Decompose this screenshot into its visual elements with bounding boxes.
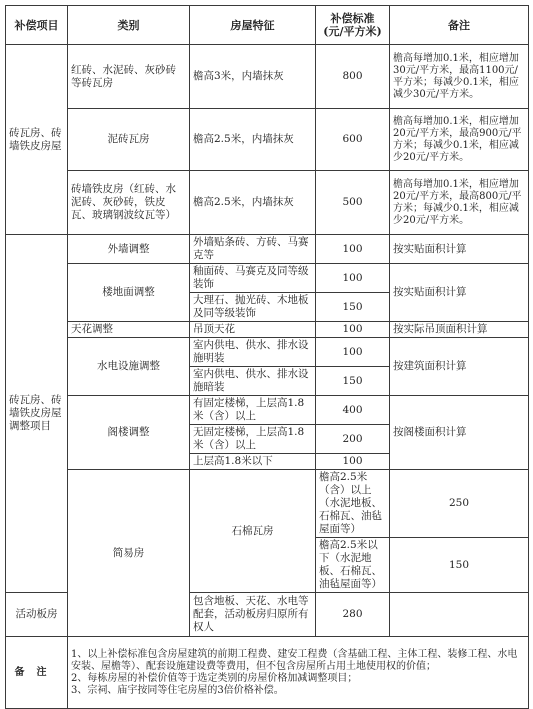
footer-row — [6, 637, 529, 709]
category-cell: 石棉瓦房 — [190, 470, 316, 593]
feature-cell: 檐高2.5米，内墙抹灰 — [190, 109, 316, 171]
table-row — [6, 470, 529, 538]
feature-cell: 大理石、抛光砖、木地板及同等级装饰 — [190, 293, 316, 322]
value-cell: 150 — [390, 538, 529, 593]
header-remark: 备注 — [390, 6, 529, 45]
value-cell: 500 — [316, 171, 390, 235]
feature-cell: 檐高3米，内墙抹灰 — [190, 45, 316, 109]
header-row — [6, 6, 529, 45]
value-cell: 100 — [316, 338, 390, 367]
feature-cell: 上层高1.8米以下 — [190, 454, 316, 470]
remark-cell: 按实贴面积计算 — [390, 235, 529, 264]
category-cell: 阁楼调整 — [68, 396, 190, 470]
table-row — [6, 109, 529, 171]
value-cell: 100 — [316, 235, 390, 264]
feature-cell: 外墙贴条砖、方砖、马赛克等 — [190, 235, 316, 264]
value-cell: 250 — [390, 470, 529, 538]
category-cell: 泥砖瓦房 — [68, 109, 190, 171]
feature-cell: 无固定楼梯，上层高1.8米（含）以上 — [190, 425, 316, 454]
footer-note: 1、以上补偿标准包含房屋建筑的前期工程费、建安工程费（含基础工程、主体工程、装修工程、水电安装、屋檐等）、配套设施建设费等费用，但不包含房屋所占用土地使用权的价值； — [71, 648, 518, 672]
remark-cell: 按阁楼面积计算 — [390, 396, 529, 470]
footer-note: 2、每栋房屋的补偿价值等于选定类别的房屋价格加减调整项目； — [71, 672, 358, 684]
value-cell: 800 — [316, 45, 390, 109]
feature-cell: 有固定楼梯，上层高1.8米（含）以上 — [190, 396, 316, 425]
value-cell: 150 — [316, 293, 390, 322]
category-cell: 活动板房 — [6, 593, 68, 637]
group-item: 简易房 — [68, 470, 190, 637]
value-cell: 100 — [316, 322, 390, 338]
header-feature: 房屋特征 — [190, 6, 316, 45]
value-cell: 100 — [316, 454, 390, 470]
category-cell: 红砖、水泥砖、灰砂砖等砖瓦房 — [68, 45, 190, 109]
group-item: 砖瓦房、砖墙铁皮房屋 — [6, 45, 68, 235]
remark-cell: 檐高每增加0.1米，相应增加30元/平方米，最高1100元/平方米；每减少0.1米，相应减少30元/平方米。 — [390, 45, 529, 109]
value-cell: 400 — [316, 396, 390, 425]
feature-cell: 室内供电、供水、排水设施明装 — [190, 338, 316, 367]
header-item: 补偿项目 — [6, 6, 68, 45]
value-cell: 600 — [316, 109, 390, 171]
footer-notes — [68, 637, 529, 709]
category-cell: 砖墙铁皮房（红砖、水泥砖、灰砂砖，铁皮瓦、玻璃钢波纹瓦等） — [68, 171, 190, 235]
remark-cell: 檐高每增加0.1米，相应增加20元/平方米，最高800元/平方米；每减少0.1米，相应减少20元/平方米。 — [390, 171, 529, 235]
remark-cell: 按建筑面积计算 — [390, 338, 529, 396]
table-row — [6, 338, 529, 367]
footer-note: 3、宗祠、庙宇按同等住宅房屋的3倍价格补偿。 — [71, 684, 284, 696]
value-cell: 280 — [316, 593, 390, 637]
value-cell: 100 — [316, 264, 390, 293]
footer-label: 备注 — [6, 637, 68, 709]
compensation-table — [5, 5, 529, 709]
feature-cell: 吊顶天花 — [190, 322, 316, 338]
header-category: 类别 — [68, 6, 190, 45]
category-cell: 水电设施调整 — [68, 338, 190, 396]
remark-cell: 按实贴面积计算 — [390, 264, 529, 322]
table-row — [6, 396, 529, 425]
category-cell: 天花调整 — [68, 322, 190, 338]
table-row — [6, 171, 529, 235]
feature-cell: 檐高2.5米，内墙抹灰 — [190, 171, 316, 235]
feature-cell: 釉面砖、马赛克及同等级装饰 — [190, 264, 316, 293]
value-cell: 150 — [316, 367, 390, 396]
feature-cell: 室内供电、供水、排水设施暗装 — [190, 367, 316, 396]
table-row — [6, 322, 529, 338]
feature-cell: 檐高2.5米以下（水泥地板、石棉瓦、油毡屋面等） — [316, 538, 390, 593]
group-item: 砖瓦房、砖墙铁皮房屋调整项目 — [6, 235, 68, 593]
header-standard: 补偿标准 (元/平方米) — [316, 6, 390, 45]
remark-cell: 檐高每增加0.1米，相应增加20元/平方米，最高900元/平方米；每减少0.1米，相应减少20元/平方米。 — [390, 109, 529, 171]
table-row — [6, 45, 529, 109]
remark-cell: 按实际吊顶面积计算 — [390, 322, 529, 338]
table-row — [6, 264, 529, 293]
table-row — [6, 235, 529, 264]
feature-cell: 包含地板、天花、水电等配套，活动板房归原所有权人 — [190, 593, 316, 637]
value-cell: 200 — [316, 425, 390, 454]
category-cell: 楼地面调整 — [68, 264, 190, 322]
category-cell: 外墙调整 — [68, 235, 190, 264]
feature-cell: 檐高2.5米（含）以上（水泥地板、石棉瓦、油毡屋面等） — [316, 470, 390, 538]
